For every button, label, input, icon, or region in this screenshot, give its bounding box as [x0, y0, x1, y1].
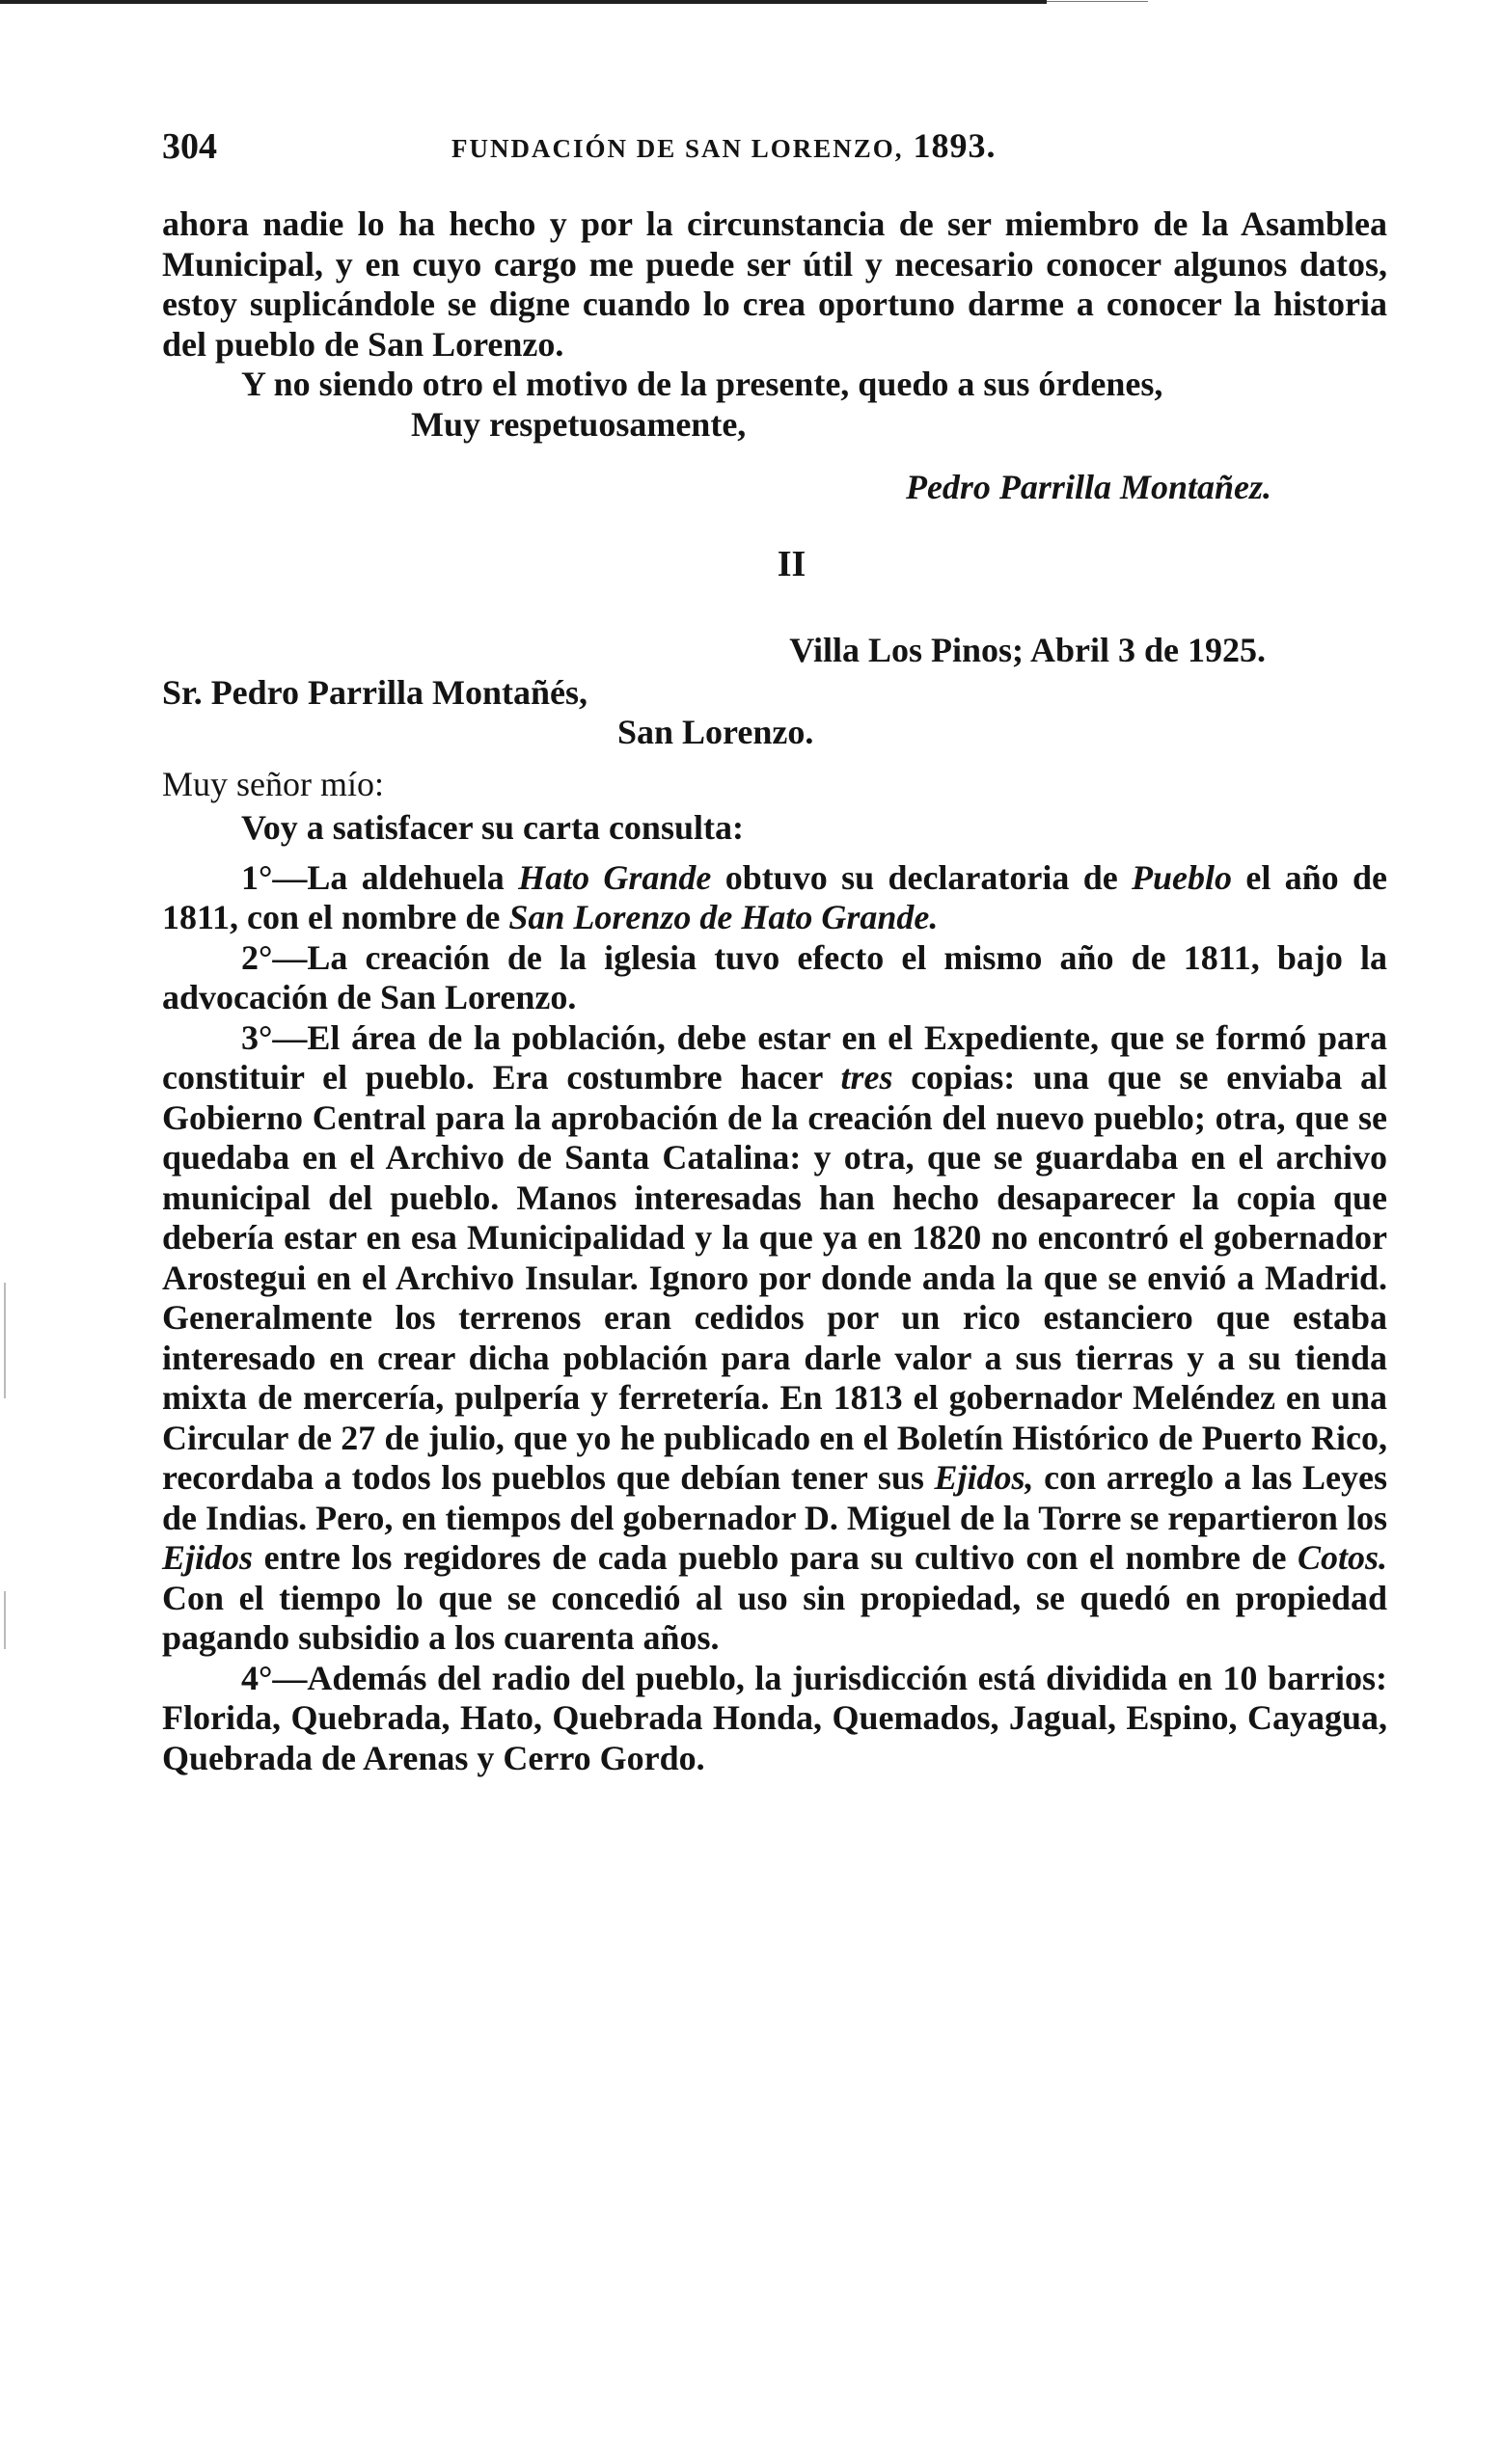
addressee: Sr. Pedro Parrilla Montañés, [162, 672, 588, 712]
page-body [162, 204, 1387, 1778]
item-text: con arreglo a las Leyes de Indias. Pero, en tiempos del gobernador D. Miguel de la Torre se repartieron los [162, 1458, 1387, 1537]
section-marker: II [777, 543, 806, 584]
item-text: 1°—La aldehuela [241, 857, 519, 897]
page-header [162, 125, 1228, 172]
item-text: obtuvo su declaratoria de [711, 857, 1133, 897]
signature: Pedro Parrilla Montañez. [905, 468, 1271, 506]
list-item [162, 858, 1387, 938]
letter-intro: Voy a satisfacer su carta consulta: [241, 808, 744, 847]
list-item: 2°—La creación de la iglesia tuvo efecto el mismo año de 1811, bajo la advocación de San Lorenzo. [162, 937, 1387, 1016]
item-emphasis: Hato Grande [518, 857, 712, 897]
list-item [162, 1018, 1387, 1659]
item-emphasis: tres [840, 1058, 893, 1097]
top-border-rule-thin [1047, 1, 1148, 2]
left-margin-mark [4, 1283, 6, 1398]
item-emphasis: San Lorenzo de Hato Grande. [508, 898, 939, 936]
item-text: entre los regidores de cada pueblo para su cultivo con el nombre de [253, 1538, 1298, 1577]
running-title [451, 125, 997, 166]
list-item: 4°—Además del radio del pueblo, la jurisdicción está dividida en 10 barrios: Florida, Quebrada, Hato, Quebrada Honda, Quemados, Jagual, Espino, Cayagua, Quebrada de Arenas y Cerro Gordo. [162, 1658, 1387, 1777]
item-emphasis: Pueblo [1132, 857, 1233, 897]
item-text: el año de 1811, con el nombre de [162, 857, 1387, 936]
top-border-rule [0, 0, 1047, 4]
running-title-year: 1893. [913, 126, 997, 165]
addressee-place: San Lorenzo. [617, 713, 814, 751]
left-margin-mark [4, 1591, 6, 1649]
item-emphasis: Cotos. [1297, 1538, 1387, 1577]
dateline: Villa Los Pinos; Abril 3 de 1925. [789, 631, 1266, 669]
valediction: Muy respetuosamente, [411, 404, 747, 444]
page-number: 304 [162, 126, 217, 167]
item-text: copias: una que se enviaba al Gobierno Central para la aprobación de la creación del nuevo pueblo; otra, que se quedaba en el Archivo de Santa Catalina: y otra, que se guardaba en el archivo municipal del pueblo. Manos interesadas han hecho desaparecer la copia que debería estar en esa Municipalidad y la que ya en 1820 no encontró el gobernador Arostegui en el Archivo Insular. Ignoro por donde anda la que se envió a Madrid. Generalmente los terrenos eran cedidos por un rico estanciero que estaba interesado en crear dicha población para darle valor a sus tierras y a su tienda mixta de mercería, pulpería y ferretería. En 1813 el gobernador Meléndez en una Circular de 27 de julio, que yo he publicado en el Boletín Histórico de Puerto Rico, recordaba a todos los pueblos que debían tener sus [162, 1058, 1388, 1497]
item-text: Con el tiempo lo que se concedió al uso sin propiedad, se quedó en propiedad pagando subsidio a los cuarenta años. [162, 1578, 1387, 1657]
running-title-text: FUNDACIÓN DE SAN LORENZO, [451, 134, 904, 163]
item-emphasis: Ejidos, [934, 1458, 1034, 1497]
salutation: Muy señor mío: [162, 764, 384, 803]
letter-one-paragraph: ahora nadie lo ha hecho y por la circunstancia de ser miembro de la Asamblea Municipal, y en cuyo cargo me puede ser útil y necesario conocer algunos datos, estoy suplicándole se digne cuando lo crea oportuno darme a conocer la historia del pueblo de San Lorenzo. [162, 204, 1387, 364]
item-emphasis: Ejidos [162, 1538, 254, 1577]
item-text: 3°—El área de la población, debe estar en el Expediente, que se formó para constituir el pueblo. Era costumbre hacer [162, 1017, 1387, 1097]
letter-one-closing-paragraph: Y no siendo otro el motivo de la presente, quedo a sus órdenes, [241, 365, 1163, 403]
